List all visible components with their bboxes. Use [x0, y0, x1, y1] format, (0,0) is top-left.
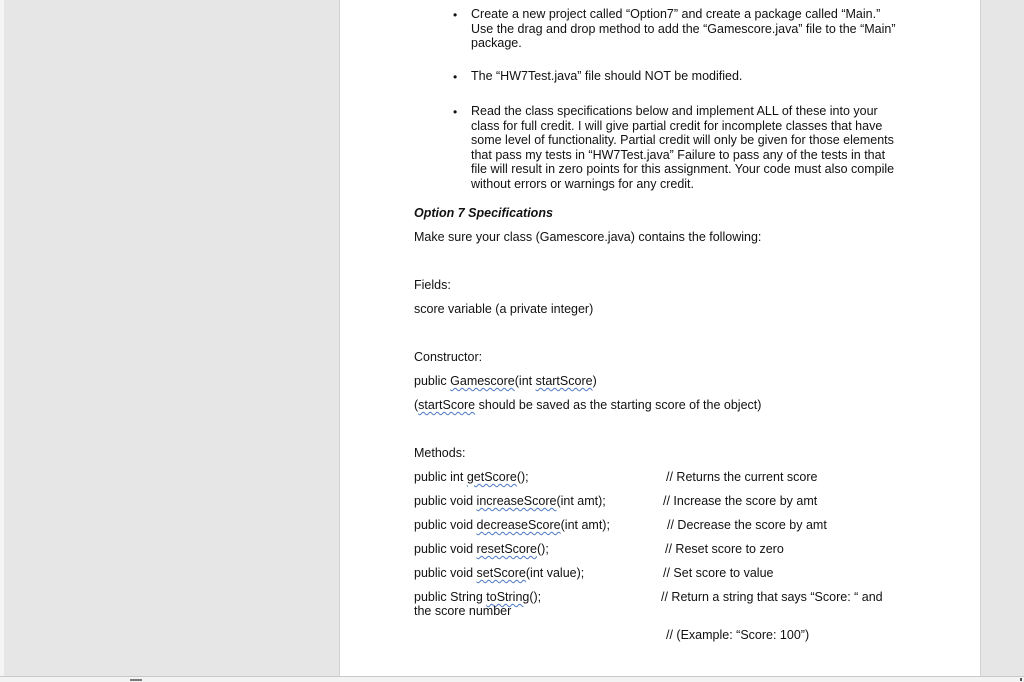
bullet-paragraph-1	[471, 7, 911, 51]
constructor-note-suffix: should be saved as the starting score of the object)	[475, 398, 762, 412]
method-suffix: ();	[516, 470, 529, 484]
method-name: resetScore	[476, 542, 537, 556]
method-name: toString	[486, 590, 530, 604]
constructor-sig-mid: (int	[514, 374, 536, 388]
bullet-1-line-1: Create a new project called “Option7” and create a package called “Main.”	[471, 7, 881, 21]
method-signature	[414, 470, 529, 485]
bullet-3-line-5: file will result in zero points for this assignment. Your code must also compile	[471, 162, 895, 177]
method-prefix: public int	[414, 470, 467, 484]
constructor-label: Constructor:	[414, 350, 483, 364]
method-signature	[414, 542, 549, 557]
method-signature	[414, 518, 610, 533]
bullet-1-line-3: package.	[471, 36, 522, 51]
bullet-3-line-4: that pass my tests in “HW7Test.java” Failure to pass any of the tests in that	[471, 147, 886, 162]
fields-item: score variable (a private integer)	[414, 302, 594, 316]
section-intro: Make sure your class (Gamescore.java) contains the following:	[414, 230, 762, 244]
bullet-2-line-1: The “HW7Test.java” file should NOT be modified.	[471, 69, 743, 83]
method-signature	[414, 590, 541, 605]
bottom-status-bar	[0, 676, 1024, 682]
constructor-note-param: startScore	[418, 398, 476, 412]
example-comment: // (Example: “Score: 100”)	[666, 628, 810, 642]
method-suffix: ();	[529, 590, 542, 604]
method-prefix: public String	[414, 590, 487, 604]
method-wrap-line: the score number	[414, 604, 512, 618]
method-name: getScore	[466, 470, 517, 484]
method-comment: // Returns the current score	[666, 470, 818, 484]
methods-label: Methods:	[414, 446, 466, 460]
method-prefix: public void	[414, 518, 477, 532]
constructor-sig-prefix: public	[414, 374, 451, 388]
bullet-3-line-2: class for full credit. I will give partial credit for incomplete classes that have	[471, 118, 883, 133]
method-comment: // Return a string that says “Score: “ and	[661, 590, 883, 604]
method-signature	[414, 494, 606, 509]
method-suffix: (int amt);	[556, 494, 606, 508]
method-comment: // Decrease the score by amt	[667, 518, 827, 532]
method-comment: // Set score to value	[663, 566, 774, 580]
bullet-marker: •	[453, 70, 458, 84]
method-suffix: ();	[537, 542, 549, 556]
constructor-sig-suffix: )	[592, 374, 597, 388]
bullet-1-line-2: Use the drag and drop method to add the “Gamescore.java” file to the “Main”	[471, 21, 896, 36]
constructor-sig-name: Gamescore	[450, 374, 515, 388]
method-signature	[414, 566, 584, 581]
method-name: decreaseScore	[476, 518, 561, 532]
constructor-signature	[414, 374, 597, 389]
method-name: increaseScore	[476, 494, 557, 508]
bullet-3-line-3: some level of functionality. Partial credit will only be given for those elements	[471, 133, 894, 148]
constructor-sig-param: startScore	[535, 374, 593, 388]
resize-grip-icon[interactable]	[1020, 678, 1022, 681]
view-indicator-icon[interactable]	[130, 679, 142, 681]
method-prefix: public void	[414, 494, 477, 508]
bullet-paragraph-3	[471, 104, 911, 192]
constructor-note	[414, 398, 761, 413]
bullet-3-line-6: without errors or warnings for any credit.	[471, 176, 695, 191]
fields-label: Fields:	[414, 278, 451, 292]
method-prefix: public void	[414, 542, 477, 556]
bullet-paragraph-2	[471, 69, 911, 84]
section-heading: Option 7 Specifications	[414, 206, 553, 220]
method-comment: // Reset score to zero	[665, 542, 784, 556]
bullet-3-line-1: Read the class specifications below and implement ALL of these into your	[471, 104, 878, 118]
bullet-marker: •	[453, 105, 458, 119]
constructor-note-prefix: (	[414, 398, 419, 412]
bullet-marker: •	[453, 8, 458, 22]
method-prefix: public void	[414, 566, 477, 580]
left-margin-strip	[0, 0, 4, 676]
method-suffix: (int value);	[525, 566, 585, 580]
method-comment: // Increase the score by amt	[663, 494, 818, 508]
method-suffix: (int amt);	[560, 518, 610, 532]
method-name: setScore	[476, 566, 526, 580]
